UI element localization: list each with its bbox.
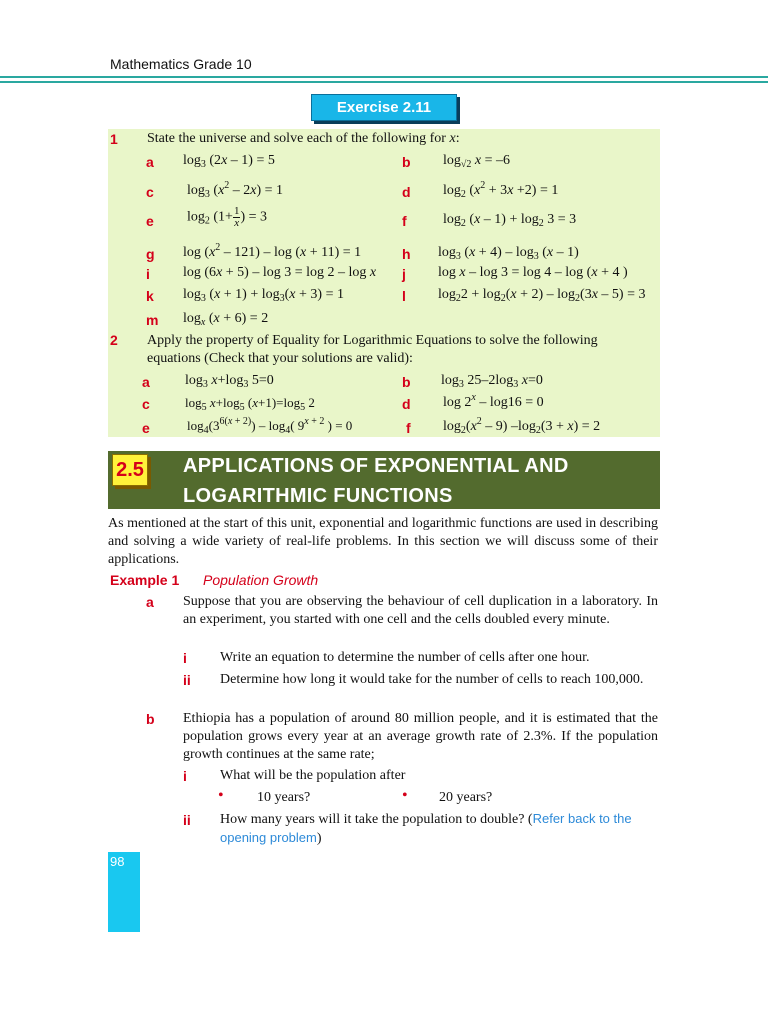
q2-label-b: b: [402, 374, 411, 390]
q1-equation-k: $\log_3 (x + 1) + \log_3(x + 3) = 1$: [183, 287, 344, 304]
q2-equation-e: $\log_4(3^{6(x + 2)}) - \log_4$( $9^{x + 2}$ ) = 0: [187, 416, 353, 436]
q2-label-a: a: [142, 374, 150, 390]
q1-equation-g: $\log (x^2 - 121) - \log (x + 11) = 1$: [183, 242, 362, 260]
q1-label-m: m: [146, 312, 159, 328]
example-part-a-ii-text: Determine how long it would take for the number of cells to reach 100,000.: [220, 672, 644, 687]
q1-equation-c: $\log_3 (x^2 - 2x) = 1$: [187, 180, 284, 200]
q1-equation-a: $\log_3 (2x - 1) = 5$: [183, 153, 275, 170]
bullet-item-20-years: 20 years?: [439, 790, 493, 805]
section-title-line-1: APPLICATIONS OF EXPONENTIAL AND: [183, 455, 569, 477]
q1-label-c: c: [146, 184, 154, 200]
example-part-a-i-label: i: [183, 650, 187, 666]
q1-label-l: l: [402, 288, 406, 304]
q1-equation-e: $\log_2 (1+$ $\frac{1}{x}$ ) = 3: [187, 205, 268, 229]
question-number-1: 1: [110, 131, 118, 147]
q2-equation-d: log 2$^x$ – log16 = 0: [443, 392, 544, 410]
example-part-b-i-label: i: [183, 768, 187, 784]
q1-label-b: b: [402, 154, 411, 170]
example-part-b-i-text: What will be the population after: [220, 768, 406, 783]
example-part-a-ii-label: ii: [183, 672, 191, 688]
bullet-item-10-years: 10 years?: [257, 790, 311, 805]
q1-equation-m: $\log_x (x + 6) = 2$: [183, 311, 269, 328]
section-number: 2.5: [112, 454, 148, 486]
q1-equation-h: $\log_3 (x + 4) - \log_3 (x - 1)$: [438, 245, 579, 262]
q1-equation-d: $\log_2 (x^2 + 3x +2) = 1$: [443, 180, 559, 200]
q1-label-h: h: [402, 246, 411, 262]
q2-label-f: f: [406, 420, 411, 436]
example-label: Example 1: [110, 572, 180, 588]
question-number-2: 2: [110, 332, 118, 348]
header-rule-bottom: [0, 81, 768, 83]
section-title-line-2: LOGARITHMIC FUNCTIONS: [183, 485, 453, 507]
example-part-b-ii-text: How many years will it take the population to double? (Refer back to the opening problem): [220, 811, 632, 846]
example-part-b-label: b: [146, 711, 155, 727]
q2-label-d: d: [402, 396, 411, 412]
example-part-a-text: Suppose that you are observing the behaviour of cell duplication in a laboratory. In an experiment, you started with one cell and the cells doubled every minute.: [183, 594, 658, 627]
example-topic: Population Growth: [203, 572, 319, 588]
exercise-panel: [108, 129, 660, 437]
example-part-a-label: a: [146, 594, 154, 610]
header-rule-top: [0, 76, 768, 78]
bullet-icon: •: [402, 787, 408, 804]
bullet-icon: •: [218, 787, 224, 804]
q1-label-k: k: [146, 288, 154, 304]
intro-paragraph: As mentioned at the start of this unit, exponential and logarithmic functions are used in describing and solving a wide variety of real-life problems. In this section we will discuss some of their applications.: [108, 516, 658, 567]
q2-equation-a: $\log_3 x+\log_3$ 5=0: [185, 373, 274, 390]
q2-label-c: c: [142, 396, 150, 412]
q1-label-f: f: [402, 213, 407, 229]
question-1-text: State the universe and solve each of the following for x:: [147, 131, 460, 146]
q1-equation-i: log (6x + 5) – log 3 = log 2 – log x: [183, 265, 377, 280]
example-part-b-ii-label: ii: [183, 812, 191, 828]
q1-label-g: g: [146, 246, 155, 262]
page-number: 98: [110, 854, 125, 869]
running-header: Mathematics Grade 10: [110, 56, 252, 72]
q1-equation-j: log x – log 3 = log 4 – log (x + 4 ): [438, 265, 628, 280]
q2-equation-c: $\log_5 x+\log_5$ $(x+1)=\log_5$ 2: [185, 395, 315, 413]
q1-equation-b: $\log_{√2} x = -6$: [443, 153, 511, 170]
refer-back-link[interactable]: Refer back to the opening problem: [220, 811, 632, 845]
question-2-text: Apply the property of Equality for Logarithmic Equations to solve the following equations (Check that your solutions are valid):: [147, 333, 598, 366]
example-part-b-text: Ethiopia has a population of around 80 million people, and it is estimated that the population grows every year at an average growth rate of 2.3%. If the population growth continues at the same rate;: [183, 711, 658, 762]
q1-label-a: a: [146, 154, 154, 170]
example-part-a-i-text: Write an equation to determine the number of cells after one hour.: [220, 650, 590, 665]
q1-label-j: j: [402, 266, 406, 282]
q1-label-i: i: [146, 266, 150, 282]
q2-equation-b: $\log_3 25-2\log_3$ x=0: [441, 373, 543, 390]
q1-equation-l: $\log_22 + \log_2(x + 2) - \log_2(3x - 5) = 3$: [438, 287, 646, 304]
exercise-title: Exercise 2.11: [311, 94, 457, 121]
q1-equation-f: $\log_2 (x - 1) + \log_2 3 = 3$: [443, 212, 577, 229]
q2-label-e: e: [142, 420, 150, 436]
section-title: [183, 452, 569, 510]
q1-label-d: d: [402, 184, 411, 200]
q2-equation-f: $\log_2(x^2 - 9) -\log_2(3 + x) = 2$: [443, 416, 601, 436]
q1-label-e: e: [146, 213, 154, 229]
